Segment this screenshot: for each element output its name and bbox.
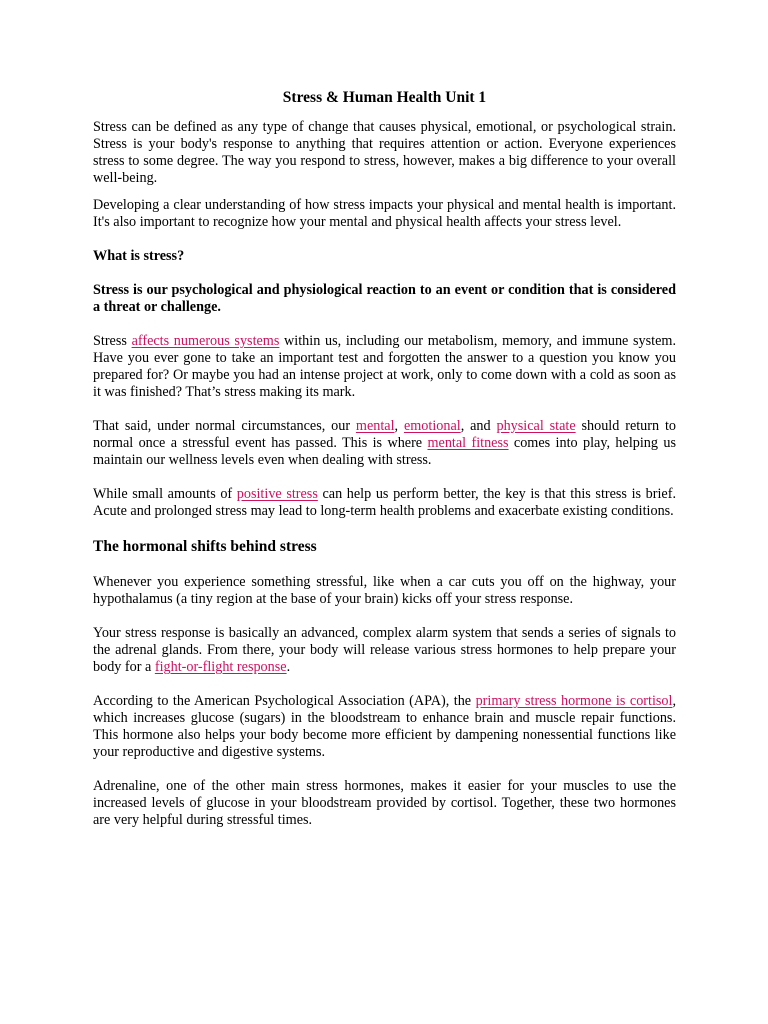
link-affects-numerous-systems[interactable]: affects numerous systems — [131, 333, 280, 349]
link-primary-stress-hormone[interactable]: primary stress hormone is cortisol — [475, 693, 673, 709]
link-fight-or-flight[interactable]: fight-or-flight response — [154, 659, 287, 675]
cortisol-paragraph — [93, 693, 676, 761]
text-run: . — [286, 659, 291, 675]
stress-definition: Stress is our psychological and physiological reaction to an event or condition that is considered a threat or challenge. — [93, 282, 676, 315]
hypothalamus-paragraph: Whenever you experience something stressful, like when a car cuts you off on the highway, your hypothalamus (a tiny region at the base of your brain) kicks off your stress response. — [93, 574, 676, 607]
link-mental[interactable]: mental — [355, 418, 395, 434]
text-run: , and — [460, 418, 497, 434]
alarm-system-paragraph — [93, 625, 676, 676]
document-title: Stress & Human Health Unit 1 — [282, 89, 487, 106]
document-page — [93, 88, 676, 829]
text-run: That said, under normal circumstances, our — [93, 418, 356, 434]
normal-circumstances-paragraph — [93, 418, 676, 469]
text-run: Stress — [93, 333, 132, 349]
what-is-stress-heading: What is stress? — [93, 248, 185, 264]
link-mental-fitness[interactable]: mental fitness — [427, 435, 509, 451]
text-run: can help us perform better, the key is that this stress is brief. Acute and prolonged stress may lead to long-term health problems and exacerbate existing conditions. — [93, 486, 676, 519]
text-run: According to the American Psychological Association (APA), the — [93, 693, 476, 709]
text-run: , — [394, 418, 404, 434]
systems-paragraph — [93, 333, 676, 401]
text-run: within us, including our metabolism, memory, and immune system. Have you ever gone to take an important test and forgotten the answer to a question you know you prepared for? Or maybe you had an intense project at work, only to come down with a cold as soon as it was finished? That’s stress making its mark. — [93, 333, 676, 400]
text-run: should return to normal once a stressful event has passed. This is where — [93, 418, 676, 451]
positive-stress-paragraph — [93, 486, 676, 520]
text-run: Your stress response is basically an advanced, complex alarm system that sends a series of signals to the adrenal glands. From there, your body will release various stress hormones to help prepare your body for a — [93, 625, 676, 675]
text-run: While small amounts of — [93, 486, 237, 502]
link-emotional[interactable]: emotional — [403, 418, 461, 434]
intro-paragraph-2: Developing a clear understanding of how stress impacts your physical and mental health is important. It's also important to recognize how your mental and physical health affects your stress level. — [93, 197, 676, 230]
link-physical-state[interactable]: physical state — [496, 418, 576, 434]
text-run: , which increases glucose (sugars) in the bloodstream to enhance brain and muscle repair functions. This hormone also helps your body become more efficient by dampening nonessential functions like your reproductive and digestive systems. — [93, 693, 676, 760]
link-positive-stress[interactable]: positive stress — [236, 486, 318, 502]
intro-paragraph-1: Stress can be defined as any type of change that causes physical, emotional, or psychological strain. Stress is your body's response to anything that requires attention or action. Everyone experiences stress to some degree. The way you respond to stress, however, makes a big difference to your overall well-being. — [93, 119, 676, 186]
adrenaline-paragraph: Adrenaline, one of the other main stress hormones, makes it easier for your muscles to use the increased levels of glucose in your bloodstream provided by cortisol. Together, these two hormones are very helpful during stressful times. — [93, 778, 676, 828]
text-run: comes into play, helping us maintain our wellness levels even when dealing with stress. — [93, 435, 676, 468]
hormonal-shifts-heading: The hormonal shifts behind stress — [93, 538, 317, 555]
